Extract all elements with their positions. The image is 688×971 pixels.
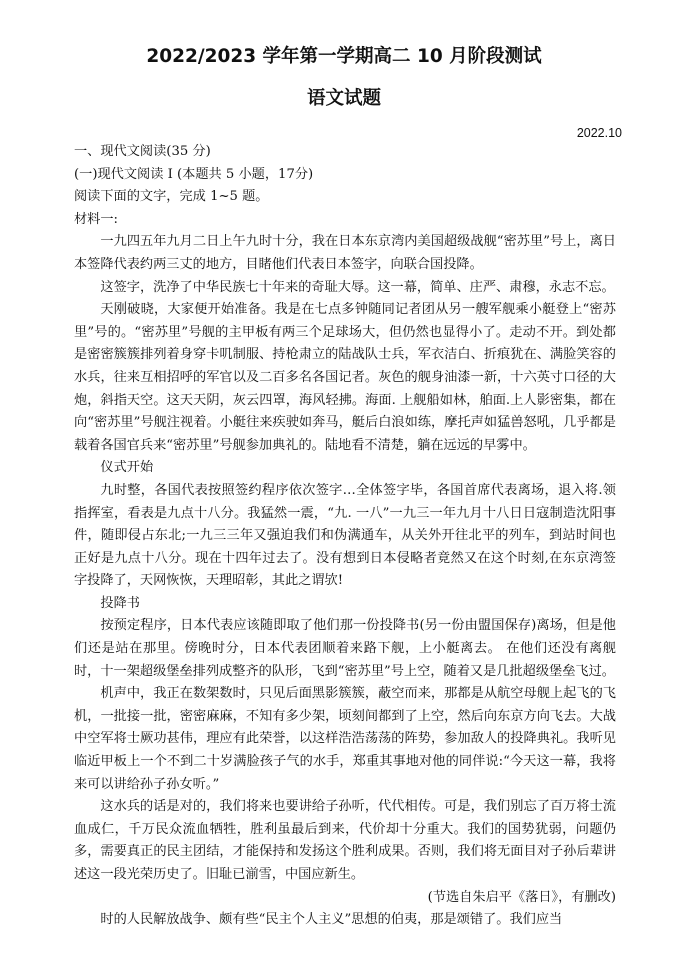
- subheading-ceremony: 仪式开始: [100, 460, 154, 476]
- subheading-surrender: 投降书: [100, 595, 140, 611]
- paragraph-7: 这水兵的话是对的，我们将来也要讲给子孙听，代代相传。可是，我们别忘了百万将士流血成仁，千万民众流血牺牲，胜利虽最后到来，代价却十分重大。我们的国势犹弱，问题仍多，需要真正的民主团结，才能保持和发扬这个胜利成果。否则，我们将无面目对子孙后辈讲述这一段光荣历史了。旧耻已湔雪，中国应新生。: [74, 799, 616, 882]
- paragraph-1: 一九四五年九月二日上午九时十分，我在日本东京湾内美国超级战舰“密苏里”号上，离日本签降代表约两三丈的地方，目睹他们代表日本签字，向联合国投降。: [74, 234, 616, 272]
- exam-subtitle: 语文试题: [306, 88, 381, 109]
- exam-date: 2022.10: [576, 126, 622, 140]
- paragraph-5: 按预定程序，日本代表应该随即取了他们那一份投降书(另一份由盟国保存)离场，但是他们还是站在那里。傍晚时分，日本代表团顺着来路下舰，上小艇离去。 在他们还没有离舰时，十一架超级堡垒排列成整齐的队形，飞到“密苏里”号上空，随着又是几批超级堡垒飞过。: [74, 618, 616, 679]
- instruction-text: 阅读下面的文字，完成 1~5 题。: [74, 189, 269, 205]
- paragraph-2: 这签字，洗净了中华民族七十年来的奇耻大辱。这一幕，简单、庄严、肃穆，永志不忘。: [100, 279, 615, 295]
- article: [74, 231, 616, 931]
- paragraph-3: 天刚破晓，大家便开始准备。我是在七点多钟随同记者团从另一艘军舰乘小艇登上“密苏里”号的。“密苏里”号舰的主甲板有两三个足球场大，但仍然也显得小了。走动不开。到处都是密密簇簇排列着身穿卡叽制服、持枪肃立的陆战队士兵，军衣洁白、折痕犹在、满脸笑容的水兵，往来互相招呼的军官以及二百多名各国记者。灰色的舰身油漆一新，十六英寸口径的大炮，斜指天空。这天天阴，灰云四罩，海风轻拂。海面. 上舰船如林，舶面.上人影密集，都在向“密苏里”号舰注视着。小艇往来疾驶如奔马，艇后白浪如练，摩托声如猛兽怒吼，几乎都是载着各国官兵来“密苏里”号舰参加典礼的。陆地看不清楚，躺在远远的早雾中。: [74, 302, 616, 453]
- exam-title: 2022/2023 学年第一学期高二 10 月阶段测试: [146, 46, 542, 67]
- section-heading-reading1: (一)现代文阅读 I (本题共 5 小题，17分): [74, 166, 314, 182]
- paragraph-6: 机声中，我正在数架数时，只见后面黑影簇簇，蔽空而来，那都是从航空母舰上起飞的飞机，一批接一批，密密麻麻，不知有多少架，顷刻间都到了上空，然后向东京方向飞去。大战中空军将士厥功甚伟，理应有此荣誉，以这样浩浩荡荡的阵势，参加敌人的投降典礼。我听见临近甲板上一个不到二十岁满脸孩子气的水手，郑重其事地对他的同伴说:“今天这一幕，我将来可以讲给孙子孙女听。”: [74, 686, 616, 792]
- material-label: 材料一:: [74, 211, 119, 227]
- source-citation: (节选自朱启平《落日》，有删改): [427, 889, 616, 905]
- paragraph-4: 九时整，各国代表按照签约程序依次签字…全体签字毕，各国首席代表离场，退入将.领指挥室，看表是九点十八分。我猛然一震，“九. 一八”一九三一年九月十八日日寇制造沈阳事件，随即侵占东北;一九三三年又强迫我们和伪满通车，从关外开往北平的列车，到站时间也正好是九点十八分。现在十四年过去了。没有想到日本侵略者竟然又在这个时刻,在东京湾签字投降了，天网恢恢，天理昭彰，其此之谓欤!: [74, 482, 616, 589]
- paragraph-8: 时的人民解放战争、颇有些“民主个人主义”思想的伯夷，那是颂错了。我们应当: [100, 912, 563, 928]
- section-heading-part1: 一、现代文阅读(35 分): [74, 144, 211, 159]
- document-body: [74, 141, 616, 932]
